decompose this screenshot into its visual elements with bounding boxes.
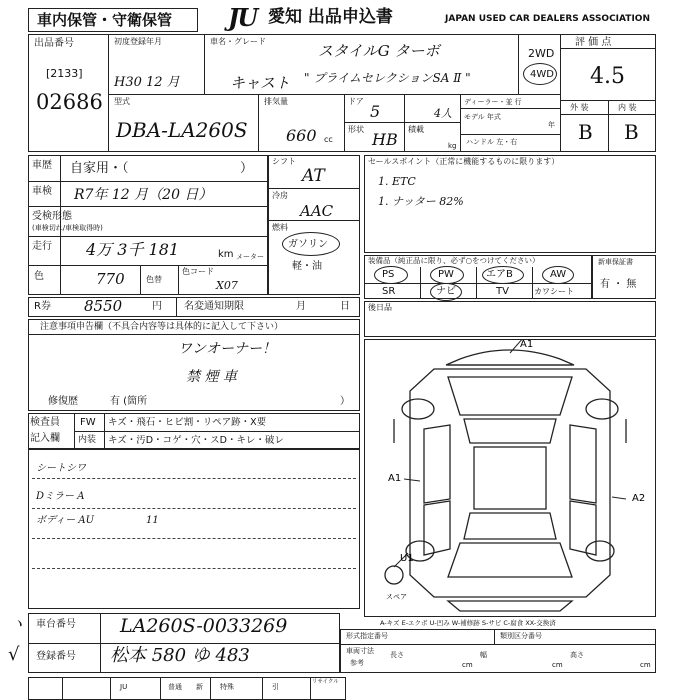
doors-value: 5 — [370, 102, 381, 121]
category-value: 自家用・（ — [70, 161, 129, 176]
drive-2wd: 2WD — [528, 47, 555, 60]
cooler-label: 冷房 — [272, 191, 288, 200]
first-reg-label: 初度登録年月 — [114, 37, 162, 46]
damage-legend: A-キズ E-エクボ U-凹み W-補修跡 S-サビ C-腐食 XX-交換済 — [380, 619, 556, 627]
inspector-note-2: Dミラー A — [36, 491, 85, 502]
category-close: ） — [240, 161, 254, 176]
bottom-recycle: リサイクル — [312, 679, 339, 685]
equip-airbag-circle — [482, 266, 524, 284]
acceptance-sub: (車検切れ/車検取得時) — [32, 224, 103, 232]
equip-ps: PS — [382, 269, 395, 280]
handle-label: ハンドル 左・右 — [466, 138, 518, 146]
repair-value: 有 (箇所 — [110, 396, 148, 407]
fuel-gasoline-circle — [282, 232, 340, 256]
checker-label-2: 記入欄 — [30, 433, 60, 444]
transfer-label: 名変通知期限 — [184, 301, 244, 312]
transfer-month: 月 — [296, 301, 306, 312]
recycle-value: 8550 — [84, 297, 123, 315]
doc-length-unit: cm — [462, 661, 473, 669]
inspector-note-1: シートシワ — [36, 463, 86, 474]
int-text: キズ・汚D・コゲ・穴・スD・キレ・破レ — [108, 435, 284, 446]
notes-line-2: 禁 煙 車 — [186, 369, 237, 385]
lot-number: 02686 — [36, 90, 103, 114]
selling-point-2: 1. ナッター 82% — [378, 195, 464, 208]
damage-mark-rear: U1 — [400, 553, 414, 564]
selling-points-label: セールスポイント（正常に機能するものに限ります） — [368, 157, 560, 166]
load-unit: kg — [448, 142, 457, 150]
damage-mark-left: A1 — [388, 473, 402, 484]
model-year-label: モデル 年式 — [464, 113, 501, 121]
doc-height-unit: cm — [640, 661, 651, 669]
inspection-value: R7年 12 月（20 日） — [74, 187, 213, 203]
inspection-label: 車検 — [32, 186, 52, 197]
doc-class-label: 類別区分番号 — [500, 632, 542, 640]
repair-close: ） — [340, 396, 350, 407]
regno-value: 松本 580 ゆ 483 — [110, 645, 250, 666]
first-reg-value: H30 12 月 — [114, 75, 180, 90]
seats-value: 4人 — [434, 107, 452, 120]
storage-banner — [28, 8, 198, 32]
notes-line-1: ワンオーナー！ — [178, 341, 276, 357]
check-mark-2: √ — [8, 644, 20, 665]
equip-leather: カワシート — [534, 287, 574, 296]
color-label: 色 — [34, 271, 44, 282]
damage-mark-front: A1 — [520, 339, 534, 350]
color-code-label: 色コード — [182, 267, 214, 276]
spare-label: スペア — [386, 593, 407, 601]
equip-navi-circle — [430, 283, 462, 301]
bottom-ju: JU — [120, 683, 128, 691]
doc-height-label: 高さ — [570, 651, 584, 659]
acceptance-label: 受検形態 — [32, 211, 72, 222]
notes-label: 注意事項申告欄（不具合内容等は具体的に記入して下さい） — [40, 322, 284, 332]
displacement-label: 排気量 — [264, 97, 288, 106]
lot-small-number: [2133] — [46, 67, 83, 80]
lot-label: 出品番号 — [34, 38, 74, 49]
drive-4wd-circle — [523, 63, 557, 85]
fw-text: キズ・飛石・ヒビ割・リペア跡・X要 — [108, 417, 267, 428]
chassis-value: LA260S-0033269 — [120, 615, 288, 637]
exterior-label: 外 装 — [570, 103, 589, 112]
model-year-unit: 年 — [548, 121, 555, 129]
exterior-grade: B — [578, 120, 593, 144]
ju-logo-text: JU — [228, 3, 257, 32]
form-title: 愛知 出品申込書 — [268, 7, 393, 27]
after-label: 後日品 — [368, 303, 392, 312]
meter-label: メーター — [236, 253, 264, 261]
warranty-label: 新車保証書 — [598, 258, 633, 266]
body-label: 形状 — [348, 125, 364, 134]
equip-sr: SR — [382, 286, 396, 297]
load-label: 積載 — [408, 125, 424, 134]
shift-value: AT — [302, 166, 325, 186]
car-diagram — [364, 339, 656, 617]
bottom-strip — [28, 677, 346, 700]
doc-length-label: 長さ — [390, 651, 404, 659]
fuel-option-diesel: 軽・油 — [292, 261, 322, 272]
doc-size-label: 車両寸法 — [346, 647, 374, 655]
mileage-value: 4万 3千 181 — [86, 240, 180, 259]
doors-label: ドア — [348, 97, 364, 106]
regno-label: 登録番号 — [36, 651, 76, 662]
color-value: 770 — [96, 270, 125, 288]
equip-aw-circle — [542, 266, 574, 284]
warranty-value: 有 ・ 無 — [600, 279, 637, 290]
inspector-note-3: ボディー AU — [36, 515, 95, 526]
bottom-special: 特殊 — [220, 683, 234, 691]
recycle-label: R券 — [34, 301, 51, 312]
equip-ps-circle — [374, 266, 408, 284]
repair-label: 修復歴 — [48, 396, 78, 407]
fw-label: FW — [80, 417, 96, 428]
equip-tv: TV — [496, 286, 509, 297]
color-code: X07 — [216, 279, 238, 292]
bottom-new: 新 — [196, 683, 203, 691]
bottom-normal: 普通 — [168, 683, 182, 691]
equip-pw: PW — [438, 269, 454, 280]
inspector-note-4: 11 — [146, 515, 159, 526]
model-grade-2: " プライムセレクションSA Ⅱ " — [304, 71, 471, 85]
equip-navi: ナビ — [436, 286, 456, 297]
equip-pw-circle — [430, 266, 464, 284]
model-label: 車名・グレード — [210, 37, 266, 46]
chassis-label: 車台番号 — [36, 619, 76, 630]
shift-label: シフト — [272, 157, 296, 166]
equip-aw: AW — [550, 269, 567, 280]
equip-airbag: エアB — [486, 269, 513, 280]
form-title-en: JAPAN USED CAR DEALERS ASSOCIATION — [445, 14, 650, 24]
equipment-label: 装備品（純正品に限り、必ず○をつけてください） — [368, 256, 540, 265]
doc-width-unit: cm — [552, 661, 563, 669]
type-value: DBA-LA260S — [116, 118, 248, 142]
bottom-pull: 引 — [272, 683, 279, 691]
displacement-unit: cc — [324, 135, 333, 144]
category-label: 車歴 — [32, 160, 52, 171]
selling-point-1: 1. ETC — [378, 175, 416, 188]
drive-4wd: 4WD — [530, 69, 554, 80]
doc-ref-label: 参考 — [350, 659, 364, 667]
model-name: キャスト — [230, 74, 291, 92]
rating-value: 4.5 — [590, 64, 625, 89]
mileage-unit: km — [218, 249, 234, 260]
paint-label: 色替 — [146, 275, 162, 284]
type-label: 型式 — [114, 97, 130, 106]
doc-type-label: 形式指定番号 — [346, 632, 388, 640]
damage-mark-right: A2 — [632, 493, 646, 504]
interior-grade: B — [624, 120, 639, 144]
interior-label: 内 装 — [618, 103, 637, 112]
int-label: 内装 — [78, 435, 97, 445]
cooler-value: AAC — [300, 202, 334, 220]
mileage-label: 走行 — [32, 241, 52, 252]
doc-width-label: 幅 — [480, 651, 487, 659]
check-mark-1: ヽ — [10, 614, 27, 633]
recycle-unit: 円 — [152, 301, 162, 312]
displacement-value: 660 — [286, 126, 317, 145]
fuel-label: 燃料 — [272, 223, 288, 232]
checker-label-1: 検査員 — [30, 417, 60, 428]
transfer-day: 日 — [340, 301, 350, 312]
model-grade-1: スタイルG ターボ — [318, 42, 440, 60]
after-box — [364, 301, 656, 337]
rating-label: 評 価 点 — [575, 37, 612, 48]
storage-banner-text: 車内保管・守衛保管 — [37, 11, 173, 29]
fuel-option-gasoline: ガソリン — [288, 239, 328, 250]
dealer-label: ディーラー・並 行 — [464, 98, 522, 106]
body-value: HB — [372, 130, 398, 149]
